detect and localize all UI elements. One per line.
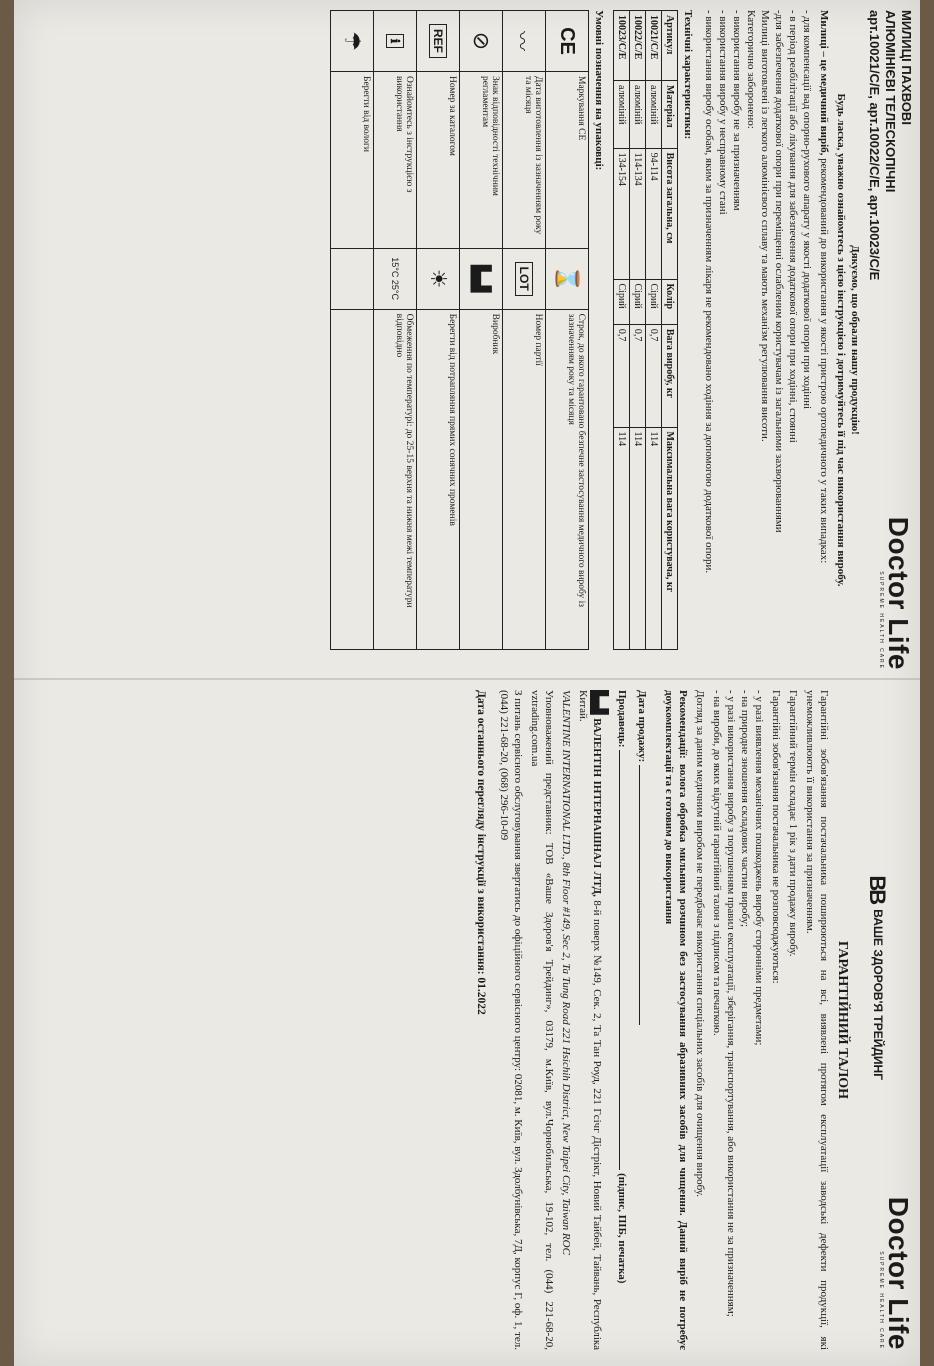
symbol-desc: Номер за каталогом	[417, 72, 460, 249]
spec-header-row	[662, 11, 678, 650]
brand-name: Doctor Life	[883, 1196, 914, 1350]
spec-cell: 10022/С/Е	[630, 11, 646, 81]
warranty-exclusion: - на природне зношення складових частин виробу;	[739, 690, 751, 927]
usage-item: -для забезпечення додаткової опори при переміщенні ослабленим користувачам із загальними захворюваннями	[773, 10, 785, 533]
seller-note: (підпис, ПІБ, печатка)	[616, 1173, 628, 1284]
warranty-exclusion: - у разі використання виробу з порушенням правил експлуатації, зберігання, транспортування, або використання не за призначенням;	[725, 690, 737, 1317]
authorized-rep: Уповноважений представник: ТОВ «Ваше Здоров'я Трейдинг», 03179, м.Київ, вул.Чорнобильська, 19-102, тел. (044) 221-68-20, vztrading.com.ua	[529, 690, 555, 1350]
last-revision: Дата останнього перегляду інструкції з використання: 01.2022	[475, 690, 487, 1015]
distributor-logo	[864, 875, 890, 1080]
spec-cell: алюміній	[646, 81, 662, 149]
usage-item: - для компенсації вад опорно-рухового апарату у якості додаткової опори при ходінні	[801, 10, 813, 410]
thanks-text: Дякуємо, що обрали нашу продукцію!	[849, 245, 861, 435]
table-row	[630, 11, 646, 650]
symbol-desc: Маркування CE	[546, 72, 589, 249]
spec-header: Колір	[662, 279, 678, 324]
intro-paragraph	[817, 10, 831, 670]
spec-cell: 134-154	[614, 148, 630, 279]
care-paragraph: Догляд за даним медичним виробом не передбачає використання спеціальних засобів для очищення виробу.	[694, 690, 706, 1197]
info-icon: ℹ	[374, 11, 417, 72]
forbidden-item: - використання виробу особам, яким за призначенням лікаря не рекомендовано ходіння за допомогою додаткової опори.	[703, 10, 715, 574]
notice-text: Будь ласка, уважно ознайомтесь з цією інструкцією і дотримуйтесь її під час використання виробу.	[835, 93, 847, 587]
spec-cell: 0,7	[646, 324, 662, 427]
brand-tagline: SUPREME HEALTH CARE	[878, 571, 884, 670]
symbol-desc: Обмеження по температурі: до 25-15 верхня та нижня межі температури відповідно	[374, 309, 417, 649]
manufacturer-address-en: VALENTINE INTERNATIONAL LTD., 8th Floor #149, Sec 2, Ta Tung Road 221 Hsichih District, New Taipei City, Taiwan ROC	[560, 690, 572, 1255]
spec-cell: 114	[646, 427, 662, 649]
symbol-desc: Виробник	[460, 309, 503, 649]
material-text: Милиці виготовлені із легкого алюмінієвого сплаву та мають механізм регулювання висоти.	[759, 10, 771, 442]
manufacturer-icon: ▙▟	[590, 690, 607, 715]
symbol-desc: Берегти від потрапляння прямих сонячних променів	[417, 309, 460, 649]
table-row	[646, 11, 662, 650]
intro-rest: рекомендований до використання у якості пристрою ортопедичного у таких випадках:	[818, 155, 830, 564]
warranty-exclusion: - у разі виявлення механічних пошкоджень виробу сторонніми предметами;	[753, 690, 765, 1046]
manufacturer-name: ВАЛЕНТІН ІНТЕРНАШНАЛ ЛТД,	[591, 718, 603, 897]
table-row	[374, 11, 417, 650]
service-center: З питань сервісного обслуговування звертатись до офіційного сервісного центру: 02081, м. Київ, вул. Здолбунівська, 7Д, корпус Г, оф. 1, тел. (044) 221-68-20, (068) 296-10-09	[498, 690, 524, 1350]
spec-title: Технічні характеристики:	[682, 10, 694, 140]
warranty-exclusion: - на вироби, до яких відсутній гарантійний талон з підписом та печаткою.	[711, 690, 723, 1036]
seller-field	[619, 750, 632, 1170]
brand-logo	[878, 1197, 914, 1350]
symbol-desc: Строк, до якого гарантовано безпечне застосування медичного виробу із зазначенням року та місяця	[546, 309, 589, 649]
ref-icon: REF	[417, 11, 460, 72]
spec-cell: Сірий	[614, 279, 630, 324]
forbidden-title: Категорично заборонено:	[745, 10, 757, 129]
table-row	[546, 11, 589, 650]
brand-logo	[878, 517, 914, 670]
spec-cell: 114	[630, 427, 646, 649]
spec-cell: 0,7	[630, 324, 646, 427]
fold-line	[14, 678, 920, 680]
symbol-desc: Номер партії	[503, 309, 546, 649]
symbol-desc: Ознайомтесь з інструкцією з використання	[374, 72, 417, 249]
title-line-3: арт.10021/С/Е, арт.10022/С/Е, арт.10023/С/Е	[867, 10, 882, 281]
brand-name: Doctor Life	[883, 516, 914, 670]
warranty-paragraph: Гарантійні зобов'язання постачальника не розповсюджуються:	[770, 690, 782, 984]
symbols-title: Умовні позначення на упаковці:	[593, 10, 605, 171]
seller-row	[615, 690, 632, 1350]
warranty-title: ГАРАНТІЙНИЙ ТАЛОН	[835, 940, 850, 1100]
table-row	[503, 11, 546, 650]
spec-cell: Сірий	[646, 279, 662, 324]
manufacture-date-icon: 〰	[503, 11, 546, 72]
distributor-name: ВАШЕ ЗДОРОВ'Я ТРЕЙДИНГ	[870, 909, 885, 1080]
sun-icon: ☀	[417, 248, 460, 309]
symbol-desc: Дата виготовлення із зазначенням року та місяця	[503, 72, 546, 249]
spec-header: Вага виробу, кг	[662, 324, 678, 427]
spec-header: Артикул	[662, 11, 678, 81]
spec-cell: 0,7	[614, 324, 630, 427]
hourglass-icon: ⌛	[546, 248, 589, 309]
symbols-table	[330, 10, 589, 650]
spec-cell: 114	[614, 427, 630, 649]
warranty-paragraph: Гарантійний термін складає 1 рік з дати продажу виробу.	[787, 690, 799, 957]
spec-header: Максимальна вага користувача, кг	[662, 427, 678, 649]
conformity-icon: ⊘	[460, 11, 503, 72]
sale-date-label: Дата продажу:	[636, 690, 648, 763]
seller-label: Продавець:	[616, 690, 628, 748]
manufacturer-icon: ▙▟	[460, 248, 503, 309]
lot-icon: LOT	[503, 248, 546, 309]
spec-cell: 94-114	[646, 148, 662, 279]
manufacturer-info	[576, 690, 605, 1350]
spec-cell: Сірий	[630, 279, 646, 324]
forbidden-item: - використання виробу не за призначенням	[731, 10, 743, 211]
temperature-icon: 15°C 25°C	[374, 248, 417, 309]
sale-date-row	[635, 690, 652, 1350]
ce-mark-icon: CE	[546, 11, 589, 72]
instruction-sheet	[14, 0, 920, 1366]
empty-cell	[331, 248, 374, 309]
spec-table	[613, 10, 678, 650]
table-row	[460, 11, 503, 650]
symbol-desc: Знак відповідності технічним регламентам	[460, 72, 503, 249]
table-row	[331, 11, 374, 650]
warranty-panel	[34, 690, 914, 1350]
title-line-1: МИЛИЦІ ПАХВОВІ	[899, 10, 914, 125]
brand-tagline: SUPREME HEALTH CARE	[878, 1251, 884, 1350]
warranty-paragraph: Гарантійні зобов'язання постачальника поширюються на всі, виявлені протягом експлуатації заводські дефекти продукції, які унеможливлюють її використання за призначенням.	[804, 690, 830, 1350]
spec-cell: алюміній	[630, 81, 646, 149]
title-line-2: АЛЮМІНІЄВІ ТЕЛЕСКОПІЧНІ	[883, 10, 898, 193]
spec-cell: алюміній	[614, 81, 630, 149]
forbidden-item: - використання виробу у несправному стані	[717, 10, 729, 215]
spec-cell: 10023/С/Е	[614, 11, 630, 81]
instruction-panel	[34, 10, 914, 670]
manufacturer-address: 8-й поверх №149, Сек. 2, Та Тан Роуд, 221 Гсічг Дістрікт, Новий Тайбей, Тайвань, Республіка Китай.	[577, 690, 603, 1350]
spec-cell: 114-134	[630, 148, 646, 279]
bb-logo-icon: BB	[864, 875, 890, 904]
recommendation: Рекомендації: волога обробка мильним розчином без застосування абразивних засобів для чищення. Даний виріб не потребує доукомплектації та є готовим до використання	[663, 690, 689, 1350]
usage-item: - в період реабілітації або лікування для забезпечення додаткової опори при ходінні, стоянні	[787, 10, 799, 443]
table-row	[417, 11, 460, 650]
empty-cell	[331, 309, 374, 649]
intro-bold: Милиці – це медичний виріб,	[818, 10, 830, 156]
spec-cell: 10021/С/Е	[646, 11, 662, 81]
table-row	[614, 11, 630, 650]
spec-header: Матеріал	[662, 81, 678, 149]
spec-header: Висота загальна, см	[662, 148, 678, 279]
symbol-desc: Берегти від вологи	[331, 72, 374, 249]
sale-date-field	[639, 765, 652, 1025]
umbrella-icon: ☂	[331, 11, 374, 72]
